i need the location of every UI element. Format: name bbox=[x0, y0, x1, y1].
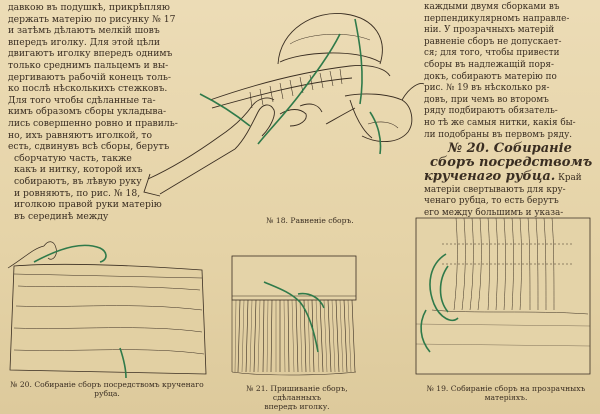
section-heading-last: крученаго рубца. Край bbox=[424, 169, 582, 185]
figure-20-illustration bbox=[4, 236, 210, 378]
figure-18-caption: № 18. Равненіе сборъ. bbox=[266, 216, 354, 225]
figure-20-caption: № 20. Собираніе сборъ посредствомъ крученаго рубца. bbox=[10, 380, 204, 398]
text-line: докъ, собираютъ матерію по bbox=[424, 71, 557, 82]
text-line: ніи. У прозрачныхъ матерій bbox=[424, 25, 555, 36]
text-line: сборчатую часть, также bbox=[14, 152, 132, 164]
text-line: ченаго рубца, то есть берутъ bbox=[424, 196, 559, 207]
text-line: какъ и нитку, которой ихъ bbox=[14, 164, 143, 176]
text-line: иголкою правой руки матерію bbox=[14, 199, 162, 211]
text-line: матеріи свертываютъ для кру- bbox=[424, 184, 566, 195]
right-text-column bbox=[424, 2, 596, 231]
text-line: равненіе сборъ не допускает- bbox=[424, 36, 562, 47]
text-line: довъ, при чемъ во второмъ bbox=[424, 94, 549, 105]
text-line: но, ихъ равняютъ иголкой, то bbox=[8, 129, 153, 141]
text-line: кимъ образомъ сборы укладыва- bbox=[8, 106, 167, 118]
section-heading-line: сборъ посредствомъ bbox=[430, 155, 593, 171]
figure-21-caption: № 21. Пришиваніе сборъ, сдѣланныхъ впередъ иголку. bbox=[246, 384, 348, 411]
text-line: но тѣ же самыя нитки, какія бы- bbox=[424, 117, 576, 128]
text-line: ряду подбираютъ обязатель- bbox=[424, 106, 558, 117]
text-line: въ серединѣ между bbox=[14, 210, 109, 222]
text-line: собираютъ, въ лѣвую руку bbox=[14, 175, 142, 187]
text-line: давкою въ подушкѣ, прикрѣпляю bbox=[8, 2, 170, 13]
text-line: только среднимъ пальцемъ и вы- bbox=[8, 59, 169, 71]
text-line: каждыми двумя сборками въ bbox=[424, 2, 560, 12]
text-line: и затѣмъ дѣлаютъ мелкій шовъ bbox=[8, 25, 160, 37]
text-line: перпендикулярномъ направле- bbox=[424, 13, 570, 24]
figure-19-caption: № 19. Собираніе сборъ на прозрачныхъ матеріяхъ. bbox=[426, 384, 586, 402]
text-line: его между большимъ и указа- bbox=[424, 207, 564, 218]
text-line: лись совершенно ровно и правиль- bbox=[8, 117, 178, 129]
figure-19-illustration bbox=[412, 214, 596, 380]
text-line: есть, сдвинувъ всѣ сборы, берутъ bbox=[8, 141, 170, 153]
text-line: ли подобраны въ первомъ ряду. bbox=[424, 129, 573, 140]
figure-18-hands-illustration bbox=[140, 4, 425, 204]
text-line: рис. № 19 въ нѣсколько ря- bbox=[424, 83, 550, 94]
text-line: двигаютъ иголку впередъ однимъ bbox=[8, 48, 173, 60]
text-line: и ровняютъ, по рис. № 18, bbox=[14, 187, 141, 199]
figure-21-illustration bbox=[228, 252, 360, 376]
text-line: впередъ иголку. Для этой цѣли bbox=[8, 36, 161, 48]
text-line: ся; для того, чтобы привести bbox=[424, 48, 560, 59]
text-line: дергиваютъ рабочій конецъ толь- bbox=[8, 71, 171, 83]
text-line: сборы въ надлежащій поря- bbox=[424, 59, 554, 70]
text-line: Для того чтобы сдѣланные та- bbox=[8, 94, 156, 106]
text-line: держать матерію по рисунку № 17 bbox=[8, 13, 176, 25]
section-heading-line: № 20. Собираніе bbox=[448, 141, 572, 157]
text-line: ко послѣ нѣсколькихъ стежковъ. bbox=[8, 83, 168, 95]
